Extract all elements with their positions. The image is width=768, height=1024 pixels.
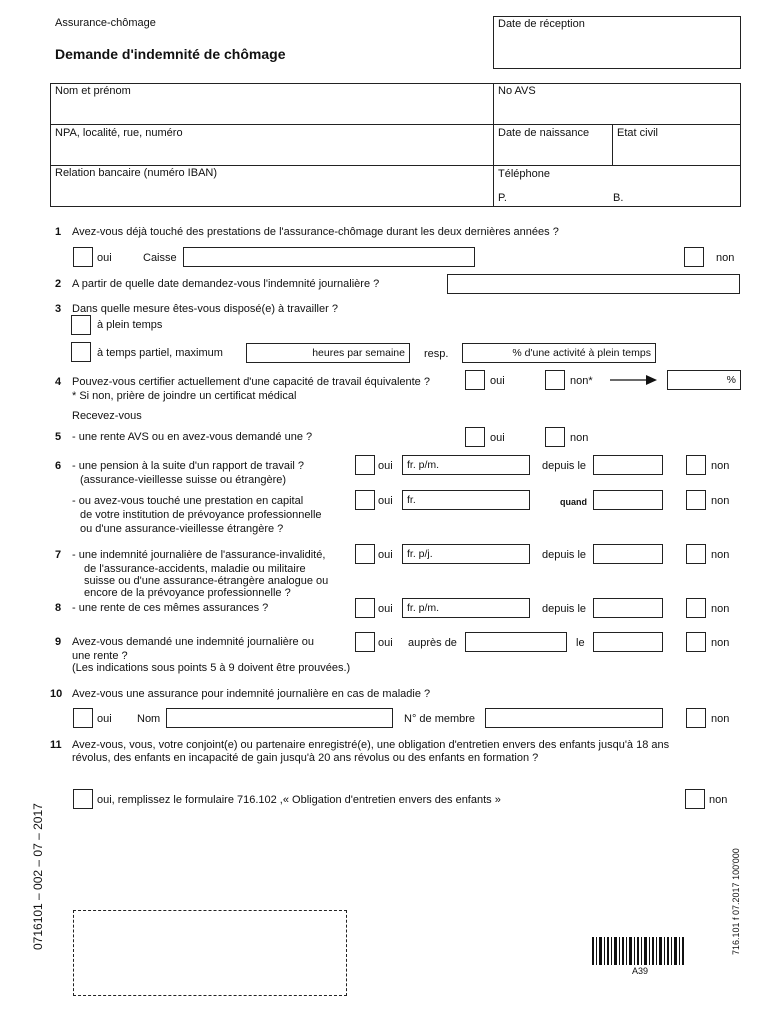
q1-non-label: non [716, 252, 735, 264]
q11-oui-checkbox[interactable] [73, 789, 93, 809]
q4-non-checkbox[interactable] [545, 370, 565, 390]
q7-number: 7 [55, 549, 62, 561]
q11-non-checkbox[interactable] [685, 789, 705, 809]
q1-number: 1 [55, 226, 62, 238]
q9-line2: une rente ? [72, 650, 128, 662]
q3-text: Dans quelle mesure êtes-vous disposé(e) à travailler ? [72, 303, 338, 315]
q3-percent-input[interactable]: % d'une activité à plein temps [462, 343, 656, 363]
phone-private-field[interactable]: P. [498, 192, 507, 204]
barcode-label: A39 [632, 966, 649, 976]
q5-non-label: non [570, 432, 589, 444]
q1-text: Avez-vous déjà touché des prestations de l'assurance-chômage durant les deux dernières années ? [72, 226, 559, 238]
page-title: Demande d'indemnité de chômage [55, 46, 286, 62]
address-field[interactable]: NPA, localité, rue, numéro [55, 127, 183, 139]
q8-depuis-label: depuis le [542, 603, 587, 615]
q10-oui-checkbox[interactable] [73, 708, 93, 728]
q7-amount-input[interactable]: fr. p/j. [402, 544, 530, 564]
q3-hours-input[interactable]: heures par semaine [246, 343, 410, 363]
q2-number: 2 [55, 278, 62, 290]
recevez-heading: Recevez-vous [72, 410, 142, 422]
q9-non-label: non [711, 637, 730, 649]
q6-non-checkbox[interactable] [686, 455, 706, 475]
q6-capital-non-checkbox[interactable] [686, 490, 706, 510]
q10-nom-label: Nom [137, 713, 161, 725]
q6-capital-amount-input[interactable]: fr. [402, 490, 530, 510]
right-form-code: 716.101 f 07.2017 100'000 [731, 848, 741, 955]
q8-date-input[interactable] [593, 598, 663, 618]
q8-oui-label: oui [378, 603, 393, 615]
q5-number: 5 [55, 431, 62, 443]
q5-oui-label: oui [490, 432, 505, 444]
q9-oui-label: oui [378, 637, 393, 649]
q10-non-checkbox[interactable] [686, 708, 706, 728]
q7-line4: encore de la prévoyance professionnelle ? [84, 587, 291, 599]
q8-non-label: non [711, 603, 730, 615]
q6-capital-line2: de votre institution de prévoyance professionnelle [80, 509, 322, 521]
reception-date-field[interactable] [493, 16, 741, 69]
q5-oui-checkbox[interactable] [465, 427, 485, 447]
civil-status-field[interactable]: Etat civil [617, 127, 658, 139]
q6-capital-oui-label: oui [378, 495, 393, 507]
q6-capital-date-input[interactable] [593, 490, 663, 510]
q9-non-checkbox[interactable] [686, 632, 706, 652]
q8-text: - une rente de ces mêmes assurances ? [72, 602, 269, 614]
q7-non-checkbox[interactable] [686, 544, 706, 564]
q7-oui-checkbox[interactable] [355, 544, 375, 564]
q7-non-label: non [711, 549, 730, 561]
q6-non-label: non [711, 460, 730, 472]
q6-capital-oui-checkbox[interactable] [355, 490, 375, 510]
name-field[interactable]: Nom et prénom [55, 85, 131, 97]
avs-field[interactable]: No AVS [498, 85, 536, 97]
q6-oui-checkbox[interactable] [355, 455, 375, 475]
q4-oui-label: oui [490, 375, 505, 387]
q11-number: 11 [50, 739, 62, 751]
q1-caisse-input[interactable] [183, 247, 475, 267]
q6-date-input[interactable] [593, 455, 663, 475]
q7-oui-label: oui [378, 549, 393, 561]
q10-number: 10 [50, 688, 63, 700]
q2-text: A partir de quelle date demandez-vous l'indemnité journalière ? [72, 278, 380, 290]
q6-line2: (assurance-vieillesse suisse ou étrangère) [80, 474, 287, 486]
q3-part-time-checkbox[interactable] [71, 342, 91, 362]
reception-label: Date de réception [498, 18, 585, 30]
divider [612, 124, 613, 165]
q10-member-number-input[interactable] [485, 708, 663, 728]
q3-number: 3 [55, 303, 62, 315]
q7-line3: suisse ou d'une assurance-étrangère analogue ou [84, 575, 329, 587]
q3-full-time-label: à plein temps [97, 319, 163, 331]
q11-non-label: non [709, 794, 728, 806]
q6-oui-label: oui [378, 460, 393, 472]
q6-amount-input[interactable]: fr. p/m. [402, 455, 530, 475]
q11-oui-label: oui, remplissez le formulaire 716.102 ,« Obligation d'entretien envers des enfants » [97, 794, 501, 806]
q9-line3: (Les indications sous points 5 à 9 doivent être prouvées.) [72, 662, 351, 674]
q11-line1: Avez-vous, vous, votre conjoint(e) ou partenaire enregistré(e), une obligation d'entretien envers des enfants jusqu'à 18 ans [72, 739, 670, 751]
q6-number: 6 [55, 460, 62, 472]
signature-box[interactable] [73, 910, 347, 996]
q4-oui-checkbox[interactable] [465, 370, 485, 390]
q6-line1: - une pension à la suite d'un rapport de travail ? [72, 460, 305, 472]
q1-non-checkbox[interactable] [684, 247, 704, 267]
q1-caisse-label: Caisse [143, 252, 177, 264]
q8-number: 8 [55, 602, 62, 614]
q6-quand-label: quand [560, 497, 587, 507]
q7-line2: de l'assurance-accidents, maladie ou militaire [84, 563, 306, 575]
q9-date-input[interactable] [593, 632, 663, 652]
q3-resp-label: resp. [424, 348, 449, 360]
q9-oui-checkbox[interactable] [355, 632, 375, 652]
q3-full-time-checkbox[interactable] [71, 315, 91, 335]
arrow-right-icon [610, 372, 658, 388]
q8-non-checkbox[interactable] [686, 598, 706, 618]
q10-non-label: non [711, 713, 730, 725]
q10-name-input[interactable] [166, 708, 393, 728]
q7-depuis-label: depuis le [542, 549, 587, 561]
q10-oui-label: oui [97, 713, 112, 725]
q5-text: - une rente AVS ou en avez-vous demandé une ? [72, 431, 313, 443]
divider [50, 124, 741, 125]
q4-number: 4 [55, 376, 62, 388]
identity-table [50, 83, 741, 207]
q9-institution-input[interactable] [465, 632, 567, 652]
q1-oui-label: oui [97, 252, 112, 264]
q10-text: Avez-vous une assurance pour indemnité journalière en cas de maladie ? [72, 688, 431, 700]
birthdate-field[interactable]: Date de naissance [498, 127, 590, 139]
form-category: Assurance-chômage [55, 17, 156, 29]
divider [493, 83, 494, 207]
q6-capital-line1: - ou avez-vous touché une prestation en capital [72, 495, 304, 507]
q9-aupres-label: auprès de [408, 637, 457, 649]
q8-amount-input[interactable]: fr. p/m. [402, 598, 530, 618]
q9-number: 9 [55, 636, 62, 648]
divider [50, 165, 741, 166]
q4-non-label: non* [570, 375, 593, 387]
phone-business-field[interactable]: B. [613, 192, 624, 204]
q4-text: Pouvez-vous certifier actuellement d'une capacité de travail équivalente ? [72, 376, 430, 388]
q9-line1: Avez-vous demandé une indemnité journalière ou [72, 636, 314, 648]
q6-capital-non-label: non [711, 495, 730, 507]
q11-line2: révolus, des enfants en incapacité de gain jusqu'à 20 ans révolus ou des enfants en formation ? [72, 752, 539, 764]
q4-note: * Si non, prière de joindre un certificat médical [72, 390, 297, 402]
q2-date-input[interactable] [447, 274, 740, 294]
q5-non-checkbox[interactable] [545, 427, 565, 447]
q10-membre-label: N° de membre [404, 713, 476, 725]
q9-le-label: le [576, 637, 585, 649]
q7-line1: - une indemnité journalière de l'assurance-invalidité, [72, 549, 326, 561]
q1-oui-checkbox[interactable] [73, 247, 93, 267]
left-form-code: 0716101 – 002 – 07 – 2017 [31, 803, 45, 950]
iban-field[interactable]: Relation bancaire (numéro IBAN) [55, 167, 218, 179]
q8-oui-checkbox[interactable] [355, 598, 375, 618]
barcode-icon [590, 937, 690, 965]
q6-capital-line3: ou d'une assurance-vieillesse étrangère ? [80, 523, 284, 535]
q3-part-time-label: à temps partiel, maximum [97, 347, 223, 359]
phone-label: Téléphone [498, 168, 550, 180]
q7-date-input[interactable] [593, 544, 663, 564]
q4-percent-input[interactable]: % [667, 370, 741, 390]
q6-depuis-label: depuis le [542, 460, 587, 472]
